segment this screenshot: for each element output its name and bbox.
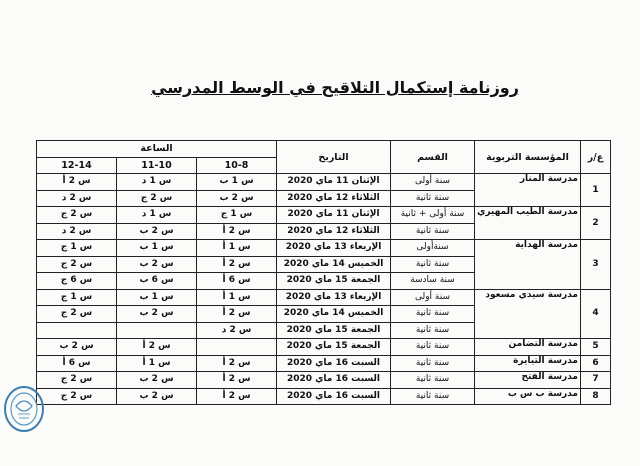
slot-8-10-class: س 2 أ	[197, 388, 277, 405]
header-slot-8-10: 10-8	[197, 157, 277, 174]
vaccination-schedule-table	[36, 140, 611, 405]
institution-name: مدرسة ب س ب	[475, 388, 581, 405]
slot-10-11-class: س 1 أ	[117, 355, 197, 372]
institution-name: مدرسة سيدي مسعود	[475, 289, 581, 339]
header-num: ع/ر	[581, 141, 611, 174]
institution-name: مدرسة الهداية	[475, 240, 581, 290]
header-date: التاريخ	[277, 141, 391, 174]
session-date: الخميس 14 ماي 2020	[277, 306, 391, 323]
session-date: الثلاثاء 12 ماي 2020	[277, 223, 391, 240]
official-stamp-seal	[2, 384, 46, 434]
slot-10-11-class: س 6 ب	[117, 273, 197, 290]
session-date: الثلاثاء 12 ماي 2020	[277, 190, 391, 207]
institution-name: مدرسة التيايرة	[475, 355, 581, 372]
institution-name: مدرسة التضامن	[475, 339, 581, 356]
slot-10-11-class: س 2 ب	[117, 388, 197, 405]
section-level: سنة ثانية	[391, 339, 475, 356]
session-date: الإثنان 11 ماي 2020	[277, 174, 391, 191]
session-date: السبت 16 ماي 2020	[277, 372, 391, 389]
slot-8-10-class: س 6 أ	[197, 273, 277, 290]
slot-10-11-class: س 1 ب	[117, 240, 197, 257]
table-row	[37, 240, 611, 257]
header-section: القسم	[391, 141, 475, 174]
row-number: 2	[581, 207, 611, 240]
table-row	[37, 388, 611, 405]
slot-12-14-class: س 2 ب	[37, 339, 117, 356]
slot-10-11-class: س 2 ب	[117, 256, 197, 273]
table-row	[37, 339, 611, 356]
slot-8-10-class: س 1 أ	[197, 289, 277, 306]
session-date: الإربعاء 13 ماي 2020	[277, 289, 391, 306]
section-level: سنة سادسة	[391, 273, 475, 290]
slot-10-11-class: س 1 د	[117, 174, 197, 191]
section-level: سنة ثانية	[391, 306, 475, 323]
slot-12-14-class	[37, 322, 117, 339]
slot-8-10-class: س 2 أ	[197, 372, 277, 389]
slot-8-10-class: س 2 ب	[197, 190, 277, 207]
slot-8-10-class: س 1 أ	[197, 240, 277, 257]
table-row	[37, 207, 611, 224]
slot-12-14-class: س 2 ج	[37, 388, 117, 405]
row-number: 8	[581, 388, 611, 405]
section-level: سنة ثانية	[391, 256, 475, 273]
slot-10-11-class: س 1 د	[117, 207, 197, 224]
section-level: سنة أولى	[391, 289, 475, 306]
slot-12-14-class: س 1 ج	[37, 240, 117, 257]
slot-10-11-class: س 2 ب	[117, 372, 197, 389]
header-slot-10-11: 11-10	[117, 157, 197, 174]
slot-12-14-class: س 2 ج	[37, 207, 117, 224]
header-slot-12-14: 12-14	[37, 157, 117, 174]
slot-8-10-class: س 1 ج	[197, 207, 277, 224]
section-level: سنة ثانية	[391, 355, 475, 372]
slot-12-14-class: س 6 أ	[37, 355, 117, 372]
slot-12-14-class: س 2 د	[37, 223, 117, 240]
session-date: الجمعة 15 ماي 2020	[277, 273, 391, 290]
session-date: السبت 16 ماي 2020	[277, 388, 391, 405]
slot-10-11-class	[117, 322, 197, 339]
section-level: سنة ثانية	[391, 388, 475, 405]
slot-8-10-class: س 2 أ	[197, 256, 277, 273]
institution-name: مدرسة الطيب المهيري	[475, 207, 581, 240]
table-row	[37, 355, 611, 372]
header-institution: المؤسسة التربوية	[475, 141, 581, 174]
slot-12-14-class: س 2 ج	[37, 256, 117, 273]
section-level: سنة ثانية	[391, 322, 475, 339]
row-number: 5	[581, 339, 611, 356]
slot-8-10-class: س 2 أ	[197, 355, 277, 372]
session-date: الإربعاء 13 ماي 2020	[277, 240, 391, 257]
slot-8-10-class	[197, 339, 277, 356]
session-date: السبت 16 ماي 2020	[277, 355, 391, 372]
institution-name: مدرسة الفتح	[475, 372, 581, 389]
slot-10-11-class: س 2 أ	[117, 339, 197, 356]
session-date: الجمعة 15 ماي 2020	[277, 339, 391, 356]
table-row	[37, 174, 611, 191]
slot-12-14-class: س 2 أ	[37, 174, 117, 191]
slot-10-11-class: س 2 ب	[117, 223, 197, 240]
slot-12-14-class: س 1 ج	[37, 289, 117, 306]
section-level: سنة أولى + ثانية	[391, 207, 475, 224]
row-number: 7	[581, 372, 611, 389]
session-date: الخميس 14 ماي 2020	[277, 256, 391, 273]
slot-12-14-class: س 2 ج	[37, 306, 117, 323]
section-level: سنة ثانية	[391, 372, 475, 389]
slot-10-11-class: س 1 ب	[117, 289, 197, 306]
slot-8-10-class: س 1 ب	[197, 174, 277, 191]
session-date: الجمعة 15 ماي 2020	[277, 322, 391, 339]
session-date: الإثنان 11 ماي 2020	[277, 207, 391, 224]
row-number: 6	[581, 355, 611, 372]
row-number: 3	[581, 240, 611, 290]
slot-8-10-class: س 2 أ	[197, 223, 277, 240]
slot-10-11-class: س 2 ب	[117, 306, 197, 323]
slot-8-10-class: س 2 أ	[197, 306, 277, 323]
slot-12-14-class: س 2 د	[37, 190, 117, 207]
slot-10-11-class: س 2 ج	[117, 190, 197, 207]
row-number: 1	[581, 174, 611, 207]
slot-8-10-class: س 2 د	[197, 322, 277, 339]
page-title: روزنامة إستكمال التلاقيح في الوسط المدرسي	[151, 78, 519, 97]
row-number: 4	[581, 289, 611, 339]
section-level: سنة ثانية	[391, 223, 475, 240]
institution-name: مدرسة المنار	[475, 174, 581, 207]
table-row	[37, 372, 611, 389]
section-level: سنة أولى	[391, 174, 475, 191]
section-level: سنة ثانية	[391, 190, 475, 207]
slot-12-14-class: س 6 ج	[37, 273, 117, 290]
slot-12-14-class: س 2 ج	[37, 372, 117, 389]
table-row	[37, 289, 611, 306]
section-level: سنةأولى	[391, 240, 475, 257]
header-hour: الساعة	[37, 141, 277, 158]
